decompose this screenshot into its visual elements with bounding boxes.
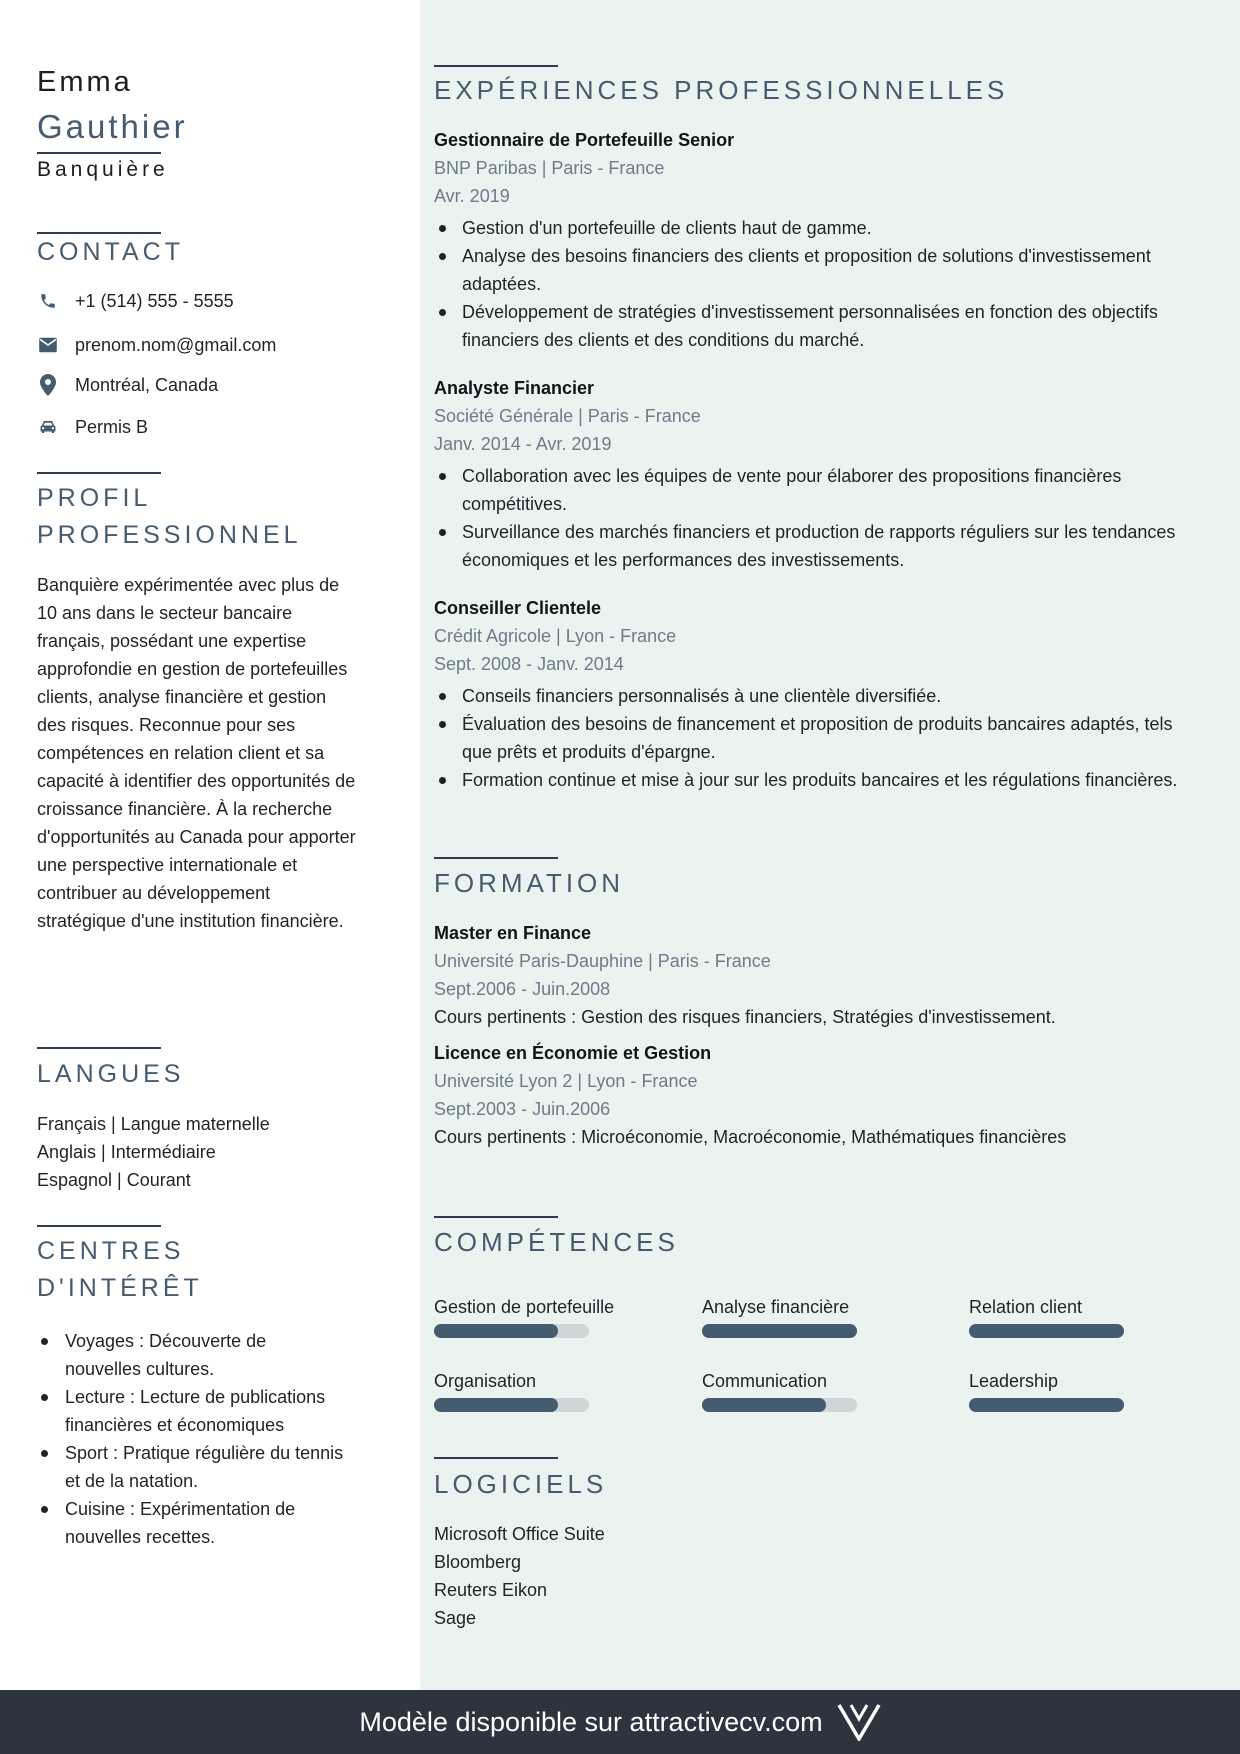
- contact-license-text: Permis B: [75, 416, 149, 437]
- skill-bar: [434, 1398, 589, 1412]
- degree-name: Licence en Économie et Gestion: [434, 1043, 712, 1063]
- skills-title: COMPÉTENCES: [434, 1227, 679, 1257]
- contact-email-text: prenom.nom@gmail.com: [75, 334, 277, 355]
- job-bullet: Collaboration avec les équipes de vente pour élaborer des propositions financières compétitives.: [434, 462, 1204, 518]
- language-item: Anglais | Intermédiaire: [37, 1142, 216, 1162]
- software-list: [434, 1520, 605, 1632]
- skill-item: [702, 1294, 942, 1338]
- contact-title: CONTACT: [37, 238, 184, 266]
- email-icon: [37, 334, 59, 356]
- job-bullet: Surveillance des marchés financiers et production de rapports réguliers sur les tendances économiques et les performances des investissements.: [434, 518, 1204, 574]
- skill-bar: [434, 1324, 589, 1338]
- job-bullet: Formation continue et mise à jour sur les produits bancaires et les régulations financières.: [434, 766, 1204, 794]
- degree-courses: Cours pertinents : Gestion des risques financiers, Stratégies d'investissement.: [434, 1007, 1056, 1027]
- job-name: Gestionnaire de Portefeuille Senior: [434, 130, 735, 150]
- location-icon: [37, 374, 59, 396]
- experience-title: EXPÉRIENCES PROFESSIONNELLES: [434, 75, 1009, 105]
- language-item: Français | Langue maternelle: [37, 1114, 270, 1134]
- software-title: LOGICIELS: [434, 1469, 608, 1499]
- skill-bar: [969, 1398, 1124, 1412]
- software-item: Sage: [434, 1608, 477, 1628]
- software-item: Reuters Eikon: [434, 1580, 548, 1600]
- skill-fill: [969, 1398, 1124, 1412]
- languages-list: [37, 1110, 270, 1194]
- skill-label: Communication: [702, 1371, 828, 1391]
- skill-fill: [702, 1398, 826, 1412]
- skill-label: Organisation: [434, 1371, 537, 1391]
- education-entry: [434, 919, 1214, 1031]
- experience-divider: [434, 65, 558, 67]
- skill-fill: [434, 1324, 558, 1338]
- skill-item: [702, 1368, 942, 1412]
- degree-name: Master en Finance: [434, 923, 592, 943]
- skill-item: [969, 1368, 1209, 1412]
- interest-item: Cuisine : Expérimentation de nouvelles recettes.: [37, 1495, 347, 1551]
- education-divider: [434, 857, 558, 859]
- first-name: Emma: [37, 66, 133, 98]
- skill-label: Leadership: [969, 1371, 1059, 1391]
- interest-item: Sport : Pratique régulière du tennis et de la natation.: [37, 1439, 347, 1495]
- degree-date: Sept.2006 - Juin.2008: [434, 979, 611, 999]
- job-bullets: [434, 462, 1204, 574]
- interests-divider: [37, 1225, 161, 1227]
- job-date: Avr. 2019: [434, 186, 510, 206]
- job-entry: [434, 126, 1204, 354]
- languages-title: LANGUES: [37, 1060, 185, 1088]
- last-name: Gauthier: [37, 108, 188, 145]
- job-name: Analyste Financier: [434, 378, 595, 398]
- job-bullet: Conseils financiers personnalisés à une clientèle diversifiée.: [434, 682, 1204, 710]
- skill-fill: [969, 1324, 1124, 1338]
- skill-item: [969, 1294, 1209, 1338]
- interest-item: Lecture : Lecture de publications financières et économiques: [37, 1383, 347, 1439]
- profile-divider: [37, 472, 161, 474]
- interests-title-line1: CENTRES: [37, 1237, 185, 1265]
- degree-school: Université Lyon 2 | Lyon - France: [434, 1071, 698, 1091]
- skills-divider: [434, 1216, 558, 1218]
- name-divider: [37, 152, 161, 154]
- software-item: Bloomberg: [434, 1552, 522, 1572]
- skill-bar: [702, 1324, 857, 1338]
- job-bullets: [434, 214, 1204, 354]
- job-date: Janv. 2014 - Avr. 2019: [434, 434, 612, 454]
- job-bullets: [434, 682, 1204, 794]
- phone-icon: [37, 290, 59, 312]
- skill-bar: [969, 1324, 1124, 1338]
- education-entry: [434, 1039, 1214, 1151]
- degree-date: Sept.2003 - Juin.2006: [434, 1099, 611, 1119]
- profile-title-line2: PROFESSIONNEL: [37, 521, 302, 549]
- car-icon: [37, 416, 59, 438]
- contact-email: [37, 334, 276, 356]
- job-org: Crédit Agricole | Lyon - France: [434, 626, 677, 646]
- contact-location-text: Montréal, Canada: [75, 374, 219, 395]
- skill-fill: [434, 1398, 558, 1412]
- job-org: BNP Paribas | Paris - France: [434, 158, 665, 178]
- skill-item: [434, 1368, 674, 1412]
- footer-link-text[interactable]: Modèle disponible sur attractivecv.com: [359, 1706, 823, 1737]
- contact-phone-text: +1 (514) 555 - 5555: [75, 290, 234, 311]
- job-name: Conseiller Clientele: [434, 598, 602, 618]
- attractivecv-logo-icon[interactable]: [837, 1703, 881, 1741]
- languages-divider: [37, 1047, 161, 1049]
- software-divider: [434, 1457, 558, 1459]
- job-title: Banquière: [37, 158, 169, 181]
- profile-text: Banquière expérimentée avec plus de 10 ans dans le secteur bancaire français, possédant une expertise approfondie en gestion de portefeuilles clients, analyse financière et gestion des risques. Reconnue pour ses compétences en relation client et sa capacité à identifier des opportunités de croissance financière. À la recherche d'opportunités au Canada pour apporter une perspective internationale et contribuer au développement stratégique d'une institution financière.: [37, 575, 356, 931]
- footer-banner: [0, 1690, 1240, 1754]
- education-title: FORMATION: [434, 868, 625, 898]
- job-bullet: Évaluation des besoins de financement et proposition de produits bancaires adaptés, tels que prêts et produits d'épargne.: [434, 710, 1204, 766]
- degree-school: Université Paris-Dauphine | Paris - France: [434, 951, 771, 971]
- job-entry: [434, 374, 1204, 574]
- interest-item: Voyages : Découverte de nouvelles cultures.: [37, 1327, 347, 1383]
- job-date: Sept. 2008 - Janv. 2014: [434, 654, 624, 674]
- skill-item: [434, 1294, 674, 1338]
- skill-bar: [702, 1398, 857, 1412]
- interests-title-line2: D'INTÉRÊT: [37, 1274, 203, 1302]
- contact-location: [37, 374, 218, 396]
- profile-title-line1: PROFIL: [37, 484, 152, 512]
- job-bullet: Développement de stratégies d'investissement personnalisées en fonction des objectifs financiers des clients et des conditions du marché.: [434, 298, 1204, 354]
- degree-courses: Cours pertinents : Microéconomie, Macroéconomie, Mathématiques financières: [434, 1127, 1067, 1147]
- skill-label: Gestion de portefeuille: [434, 1297, 615, 1317]
- contact-phone: [37, 290, 234, 312]
- contact-license: [37, 416, 148, 438]
- skill-fill: [702, 1324, 857, 1338]
- software-item: Microsoft Office Suite: [434, 1524, 605, 1544]
- job-entry: [434, 594, 1204, 794]
- skill-label: Relation client: [969, 1297, 1083, 1317]
- job-bullet: Analyse des besoins financiers des clients et proposition de solutions d'investissement adaptées.: [434, 242, 1204, 298]
- skill-label: Analyse financière: [702, 1297, 850, 1317]
- interests-list: [37, 1327, 347, 1551]
- language-item: Espagnol | Courant: [37, 1170, 191, 1190]
- job-bullet: Gestion d'un portefeuille de clients haut de gamme.: [434, 214, 1204, 242]
- job-org: Société Générale | Paris - France: [434, 406, 701, 426]
